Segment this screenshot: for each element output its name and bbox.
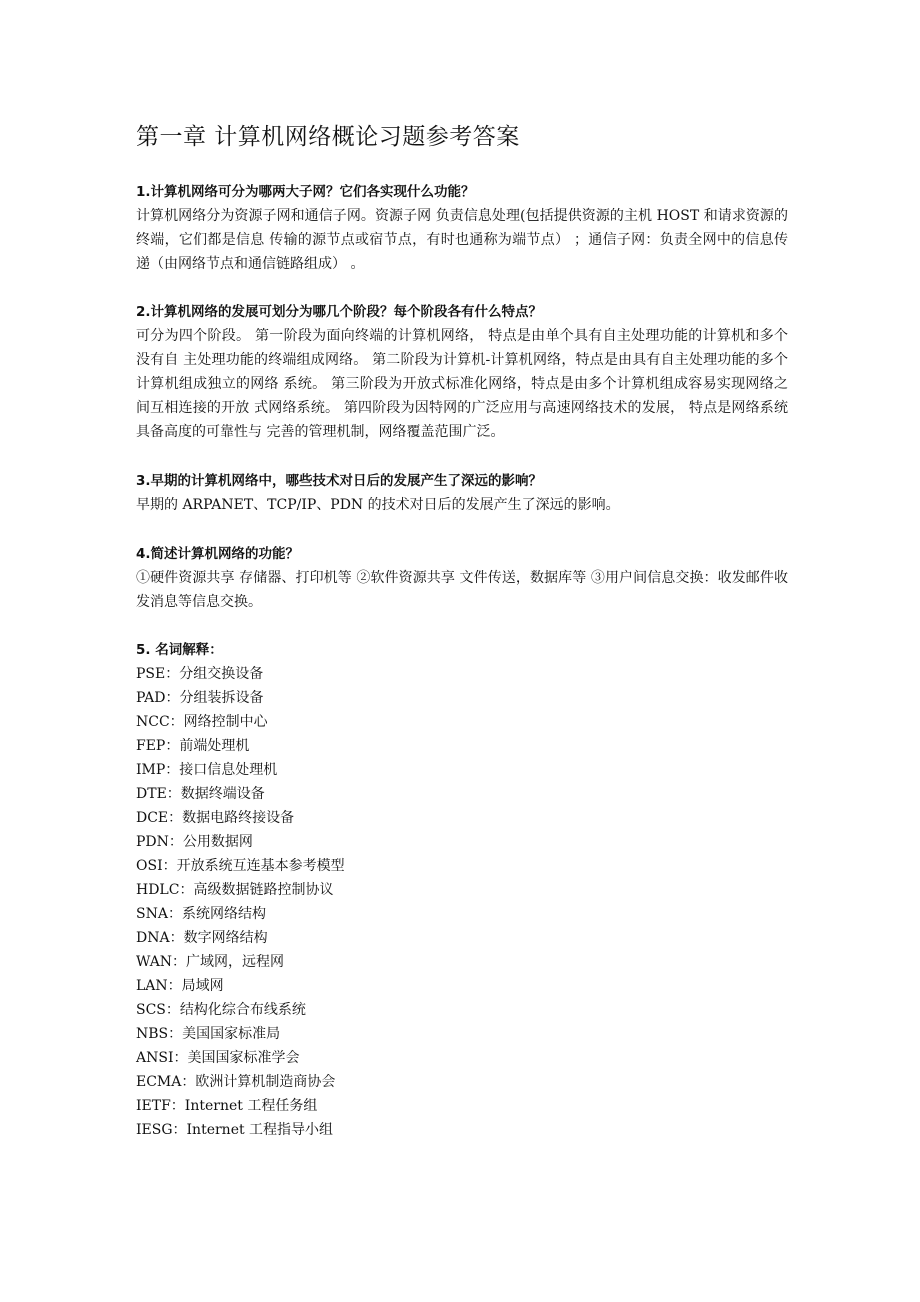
question-heading: 2.计算机网络的发展可划分为哪几个阶段？每个阶段各有什么特点？ — [136, 304, 543, 320]
glossary-section — [136, 638, 788, 1142]
glossary-term: SCS：结构化综合布线系统 — [136, 1002, 306, 1018]
question-heading: 4.简述计算机网络的功能？ — [136, 546, 300, 562]
answer-paragraph: 可分为四个阶段。 第一阶段为面向终端的计算机网络， 特点是由单个具有自主处理功能的计算机和多个没有自 主处理功能的终端组成网络。 第二阶段为计算机-计算机网络，特点是由具有自主处理功能的多个计算机组成独立的网络 系统。 第三阶段为开放式标准化网络，特点是由多个计算机组成容易实现网络之间互相连接的开放 式网络系统。 第四阶段为因特网的广泛应用与高速网络技术的发展， 特点是网络系统具备高度的可靠性与 完善的管理机制，网络覆盖范围广泛。 — [136, 328, 788, 440]
question-heading: 1.计算机网络可分为哪两大子网？它们各实现什么功能？ — [136, 184, 475, 200]
glossary-term: HDLC：高级数据链路控制协议 — [136, 882, 334, 898]
glossary-term: PSE：分组交换设备 — [136, 666, 264, 682]
glossary-term: ANSI：美国国家标准学会 — [136, 1050, 300, 1066]
answer-paragraph: 早期的 ARPANET、TCP/IP、PDN 的技术对日后的发展产生了深远的影响。 — [136, 497, 620, 513]
glossary-term: PAD：分组装拆设备 — [136, 690, 264, 706]
answer-paragraph: 计算机网络分为资源子网和通信子网。资源子网 负责信息处理(包括提供资源的主机 HOST 和请求资源的终端，它们都是信息 传输的源节点或宿节点，有时也通称为端节点） ；通信子网：负责全网中的信息传递（由网络节点和通信链路组成） 。 — [136, 208, 788, 272]
glossary-term: ECMA：欧洲计算机制造商协会 — [136, 1074, 336, 1090]
glossary-term: FEP：前端处理机 — [136, 738, 250, 754]
page-title: 第一章 计算机网络概论习题参考答案 — [136, 124, 520, 150]
glossary-term: OSI：开放系统互连基本参考模型 — [136, 858, 345, 874]
glossary-term: IMP：接口信息处理机 — [136, 762, 278, 778]
glossary-term: PDN：公用数据网 — [136, 834, 253, 850]
glossary-term: IETF：Internet 工程任务组 — [136, 1098, 318, 1114]
glossary-term: SNA：系统网络结构 — [136, 906, 266, 922]
glossary-term: WAN：广域网，远程网 — [136, 954, 285, 970]
glossary-term: IESG：Internet 工程指导小组 — [136, 1122, 334, 1138]
glossary-term: NBS：美国国家标准局 — [136, 1026, 281, 1042]
glossary-term: DNA：数字网络结构 — [136, 930, 268, 946]
glossary-term: DTE：数据终端设备 — [136, 786, 265, 802]
glossary-list — [136, 662, 788, 1142]
question-heading: 3.早期的计算机网络中，哪些技术对日后的发展产生了深远的影响？ — [136, 473, 543, 489]
document-body — [136, 180, 788, 1142]
question-section-4 — [136, 542, 788, 614]
question-section-1 — [136, 180, 788, 276]
glossary-term: LAN：局域网 — [136, 978, 224, 994]
question-section-3 — [136, 469, 788, 517]
question-section-2 — [136, 300, 788, 444]
answer-paragraph: ①硬件资源共享 存储器、打印机等 ②软件资源共享 文件传送，数据库等 ③用户间信息交换：收发邮件收发消息等信息交换。 — [136, 570, 788, 610]
glossary-term: DCE：数据电路终接设备 — [136, 810, 295, 826]
glossary-heading: 5. 名词解释： — [136, 642, 223, 658]
glossary-term: NCC：网络控制中心 — [136, 714, 268, 730]
